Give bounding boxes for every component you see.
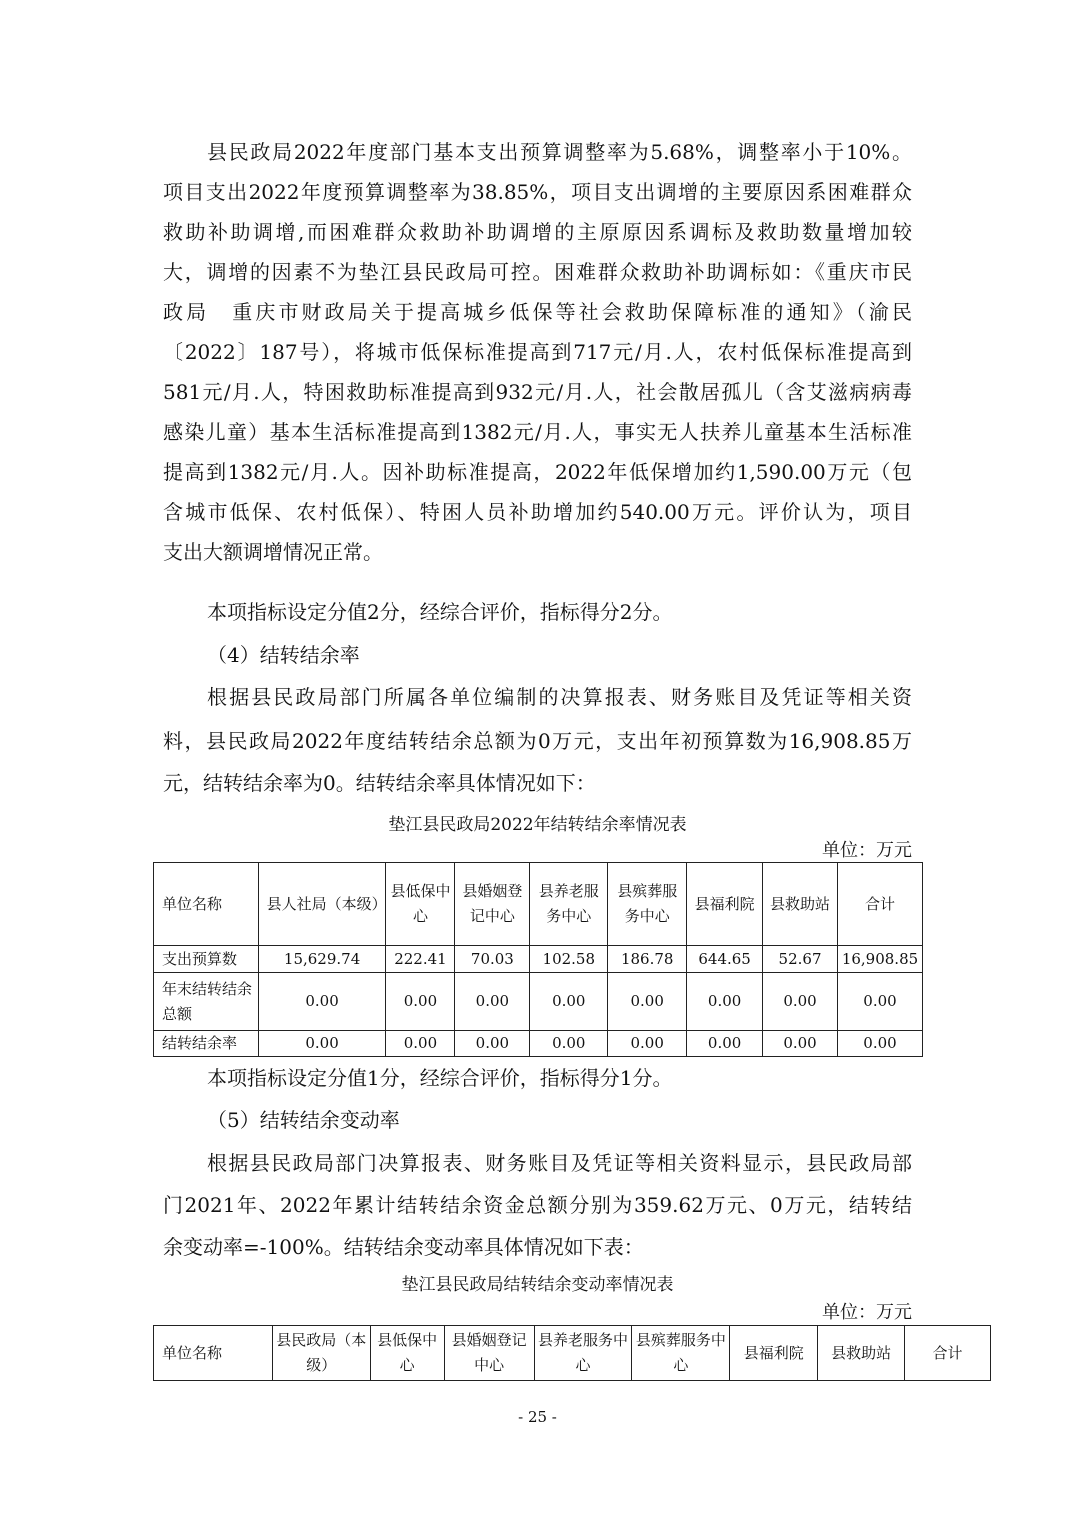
value-cell: 102.58	[530, 946, 608, 973]
value-cell: 0.00	[608, 973, 687, 1031]
text-line: 项目支出2022年度预算调整率为38.85%，项目支出调增的主要原因系困难群众	[163, 180, 912, 204]
value-cell: 0.00	[530, 1031, 608, 1057]
text-line: 提高到1382元/月.人。因补助标准提高，2022年低保增加约1,590.00万元（包	[163, 460, 912, 484]
table-row	[154, 973, 923, 1031]
row-label-cell: 支出预算数	[154, 946, 259, 973]
table-unit: 单位：万元	[822, 840, 912, 861]
value-cell: 0.00	[837, 973, 922, 1031]
section-heading-4: （4）结转结余率	[207, 643, 360, 667]
value-cell: 186.78	[608, 946, 687, 973]
text-line: 根据县民政局部门决算报表、财务账目及凭证等相关资料显示，县民政局部	[207, 1151, 912, 1175]
text-line: 含城市低保、农村低保）、特困人员补助增加约540.00万元。评价认为，项目	[163, 500, 912, 524]
header-cell: 县民政局（本级）	[272, 1326, 370, 1381]
table-title: 垫江县民政局结转结余变动率情况表	[401, 1275, 674, 1295]
value-cell: 644.65	[687, 946, 763, 973]
score-text: 本项指标设定分值1分，经综合评价，指标得分1分。	[207, 1066, 673, 1090]
header-cell: 县殡葬服务中心	[632, 1326, 730, 1381]
header-cell: 单位名称	[154, 863, 259, 946]
table-row	[154, 1031, 923, 1057]
text-line: 县民政局2022年度部门基本支出预算调整率为5.68%，调整率小于10%。	[207, 140, 912, 164]
page-number: - 25 -	[518, 1408, 557, 1426]
table-header-row	[154, 863, 923, 946]
text-line: 581元/月.人，特困救助标准提高到932元/月.人，社会散居孤儿（含艾滋病病毒	[163, 380, 912, 404]
header-cell: 合计	[837, 863, 922, 946]
value-cell: 0.00	[687, 973, 763, 1031]
value-cell: 16,908.85	[837, 946, 922, 973]
text-line: 支出大额调增情况正常。	[163, 540, 383, 564]
value-cell: 222.41	[386, 946, 455, 973]
value-cell: 0.00	[763, 973, 838, 1031]
header-cell: 县养老服务中心	[530, 863, 608, 946]
row-label-cell: 年末结转结余总额	[154, 973, 259, 1031]
header-cell: 单位名称	[154, 1326, 273, 1381]
text-line: 感染儿童）基本生活标准提高到1382元/月.人，事实无人扶养儿童基本生活标准	[163, 420, 912, 444]
text-line: 救助补助调增,而困难群众救助补助调增的主原原因系调标及救助数量增加较	[163, 220, 912, 244]
row-label-cell: 结转结余率	[154, 1031, 259, 1057]
table-title: 垫江县民政局2022年结转结余率情况表	[388, 815, 687, 835]
text-line: 〔2022〕187号），将城市低保标准提高到717元/月.人，农村低保标准提高到	[163, 340, 912, 364]
header-cell: 县福利院	[730, 1326, 818, 1381]
text-line: 门2021年、2022年累计结转结余资金总额分别为359.62万元、0万元，结转结	[163, 1193, 912, 1217]
value-cell: 52.67	[763, 946, 838, 973]
carryover-rate-table	[153, 862, 923, 1057]
header-cell: 县福利院	[687, 863, 763, 946]
text-line: 大，调增的因素不为垫江县民政局可控。困难群众救助补助调标如：《重庆市民	[163, 260, 912, 284]
value-cell: 0.00	[258, 973, 386, 1031]
header-cell: 县人社局（本级）	[258, 863, 386, 946]
value-cell: 0.00	[258, 1031, 386, 1057]
text-line: 政局 重庆市财政局关于提高城乡低保等社会救助保障标准的通知》（渝民	[163, 300, 912, 324]
table-row	[154, 946, 923, 973]
value-cell: 0.00	[386, 973, 455, 1031]
value-cell: 0.00	[386, 1031, 455, 1057]
value-cell: 0.00	[763, 1031, 838, 1057]
value-cell: 0.00	[530, 973, 608, 1031]
text-line: 根据县民政局部门所属各单位编制的决算报表、财务账目及凭证等相关资	[207, 685, 912, 709]
value-cell: 0.00	[837, 1031, 922, 1057]
value-cell: 0.00	[687, 1031, 763, 1057]
text-line: 料，县民政局2022年度结转结余总额为0万元，支出年初预算数为16,908.85万	[163, 729, 912, 753]
value-cell: 15,629.74	[258, 946, 386, 973]
header-cell: 县救助站	[818, 1326, 905, 1381]
value-cell: 70.03	[455, 946, 530, 973]
table-unit: 单位：万元	[822, 1302, 912, 1323]
value-cell: 0.00	[608, 1031, 687, 1057]
header-cell: 县婚姻登记中心	[455, 863, 530, 946]
header-cell: 县殡葬服务中心	[608, 863, 687, 946]
header-cell: 县婚姻登记中心	[444, 1326, 534, 1381]
carryover-change-rate-table	[153, 1325, 991, 1381]
value-cell: 0.00	[455, 1031, 530, 1057]
header-cell: 县救助站	[763, 863, 838, 946]
header-cell: 合计	[905, 1326, 991, 1381]
score-text: 本项指标设定分值2分，经综合评价，指标得分2分。	[207, 600, 673, 624]
section-heading-5: （5）结转结余变动率	[207, 1108, 400, 1132]
table-header-row	[154, 1326, 991, 1381]
text-line: 元，结转结余率为0。结转结余率具体情况如下：	[163, 771, 596, 795]
value-cell: 0.00	[455, 973, 530, 1031]
header-cell: 县低保中心	[370, 1326, 444, 1381]
header-cell: 县低保中心	[386, 863, 455, 946]
text-line: 余变动率=-100%。结转结余变动率具体情况如下表：	[163, 1235, 644, 1259]
header-cell: 县养老服务中心	[534, 1326, 632, 1381]
